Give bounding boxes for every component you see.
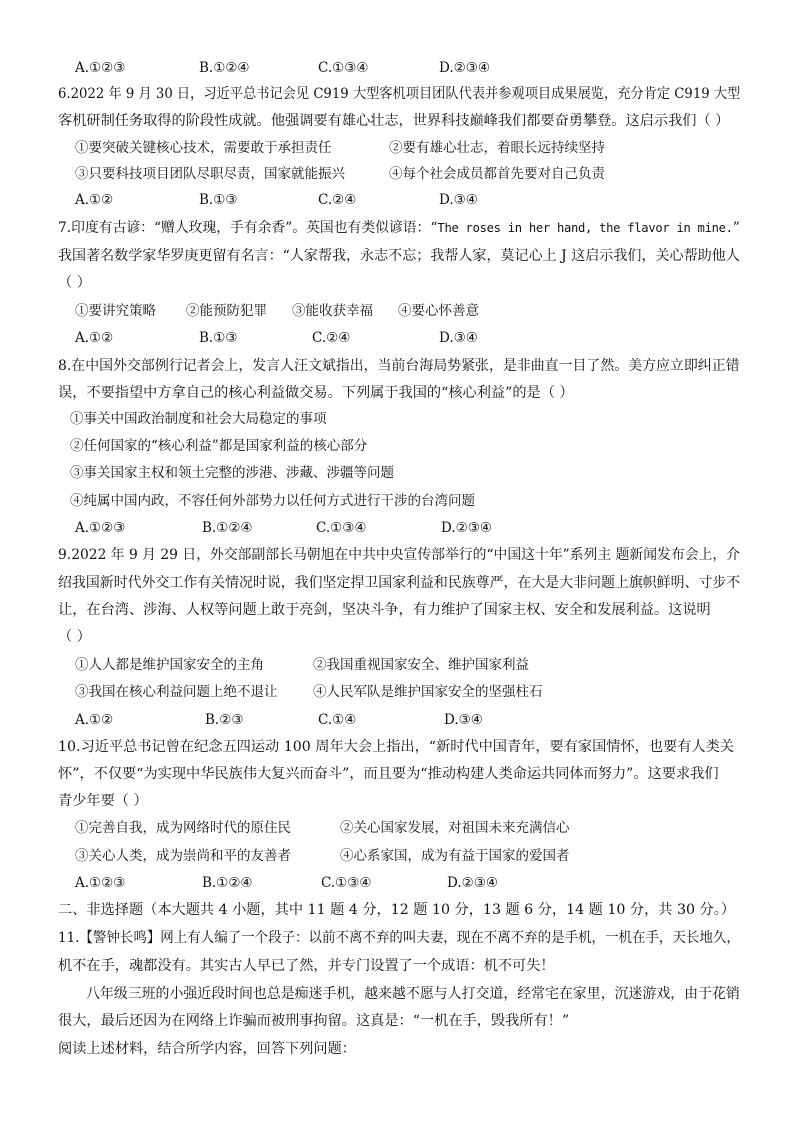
q5-choice-d: D.②③④ [439, 60, 490, 76]
q6-stem-line2: 客机研制任务取得的阶段性成就。他强调要有雄心壮志，世界科技巅峰我们都要奋勇攀登。这启示我们（ ） [58, 113, 730, 129]
q6-stem-line1: 6.2022 年 9 月 30 日，习近平总书记会见 C919 大型客机项目团队代表并参观项目成果展览，充分肯定 C919 大型 [58, 86, 741, 102]
q7-statement-4: ④要心怀善意 [398, 303, 479, 319]
q9-choice-d: D.③④ [444, 712, 483, 728]
q11-stem-line5: 阅读上述材料，结合所学内容，回答下列问题： [58, 1041, 356, 1057]
q6-statement-3: ③只要科技项目团队尽职尽责，国家就能振兴 [75, 166, 345, 182]
q8-choice-d: D.②③④ [441, 520, 492, 536]
q8-statement-3: ③事关国家主权和领土完整的涉港、涉藏、涉疆等问题 [70, 465, 394, 481]
q8-statement-2: ②任何国家的“核心利益”都是国家利益的核心部分 [70, 438, 368, 454]
q5-choice-c: C.①③④ [318, 60, 369, 76]
q7-choice-b: B.①③ [199, 330, 238, 346]
q10-stem-line1: 10.习近平总书记曾在纪念五四运动 100 周年大会上指出，“新时代中国青年，要有家国情怀，也要有人类关 [58, 739, 734, 755]
q7-stem-line1-close: ” [732, 220, 740, 236]
q7-stem-line3: （ ） [58, 275, 91, 291]
q7-choice-c: C.②④ [312, 330, 351, 346]
q7-statement-3: ③能收获幸福 [292, 303, 373, 319]
section-heading: 二、非选择题（本大题共 4 小题，其中 11 题 4 分，12 题 10 分，13 题 6 分，14 题 10 分，共 30 分。） [58, 902, 736, 918]
q8-statement-1: ①事关中国政治制度和社会大局稳定的事项 [70, 411, 327, 427]
q10-choice-a: A.①②③ [75, 875, 126, 891]
q10-statement-3: ③关心人类，成为崇尚和平的友善者 [75, 848, 291, 864]
q9-stem-line3: 让，在台湾、涉海、人权等问题上敢于亮剑，坚决斗争，有力维护了国家主权、安全和发展利益。这说明 [58, 602, 711, 618]
q6-choice-b: B.①③ [199, 192, 238, 208]
q8-stem-line1: 8.在中国外交部例行记者会上，发言人汪文斌指出，当前台海局势紧张，是非曲直一目了然。美方应立即纠正错 [58, 358, 740, 374]
q6-statement-2: ②要有雄心壮志，着眼长远持续坚持 [389, 140, 605, 156]
q9-stem-line2: 绍我国新时代外交工作有关情况时说，我们坚定捍卫国家利益和民族尊严，在大是大非问题上旗帜鲜明、寸步不 [58, 575, 741, 591]
q11-stem-line2: 机不在手，魂都没有。其实古人早已了然，并专门设置了一个成语：机不可失！ [58, 958, 555, 974]
q9-statement-1: ①人人都是维护国家安全的主角 [75, 657, 264, 673]
q6-statement-1: ①要突破关键核心技术，需要敢于承担责任 [75, 140, 332, 156]
q9-choice-a: A.①② [75, 712, 114, 728]
q7-stem-line1-cn: 7.印度有古谚：“赠人玫瑰，手有余香”。英国也有类似谚语：“ [58, 220, 438, 236]
q6-choice-c: C.②④ [318, 192, 357, 208]
q5-choice-b: B.①②④ [199, 60, 250, 76]
q7-statement-1: ①要讲究策略 [75, 303, 156, 319]
q10-stem-line3: 青少年要（ ） [58, 793, 148, 809]
q9-stem-line4: （ ） [58, 629, 91, 645]
q9-statement-3: ③我国在核心利益问题上绝不退让 [75, 684, 278, 700]
q10-choice-d: D.②③④ [447, 875, 498, 891]
q5-choice-a: A.①②③ [75, 60, 126, 76]
q9-statement-4: ④人民军队是维护国家安全的坚强柱石 [313, 684, 543, 700]
q11-stem-line4: 很大，最后还因为在网络上诈骗而被刑事拘留。这真是：“一机在手，毁我所有！” [58, 1013, 570, 1029]
q10-statement-1: ①完善自我，成为网络时代的原住民 [75, 820, 291, 836]
q6-choice-a: A.①② [75, 192, 114, 208]
q10-stem-line2: 怀”，不仅要“为实现中华民族伟大复兴而奋斗”，而且要为“推动构建人类命运共同体而努力”。这要求我们 [58, 766, 719, 782]
q11-stem-line1: 11.【警钟长鸣】网上有人编了一个段子：以前不离不弃的叫夫妻，现在不离不弃的是手机，一机在手，天长地久， [58, 930, 740, 946]
q9-choice-b: B.②③ [205, 712, 244, 728]
q7-statement-2: ②能预防犯罪 [186, 303, 267, 319]
q7-stem-line1 [58, 218, 740, 238]
q8-choice-c: C.①③④ [316, 520, 367, 536]
q7-choice-a: A.①② [75, 330, 114, 346]
q10-statement-2: ②关心国家发展，对祖国未来充满信心 [340, 820, 570, 836]
q7-stem-line2: 我国著名数学家华罗庚更留有名言：“人家帮我，永志不忘；我帮人家，莫记心上 J 这启示我们，关心帮助他人 [58, 248, 740, 264]
q6-choice-d: D.③④ [439, 192, 478, 208]
q9-statement-2: ②我国重视国家安全、维护国家利益 [313, 657, 529, 673]
q7-choice-d: D.③④ [439, 330, 478, 346]
q6-statement-4: ④每个社会成员都首先要对自己负责 [389, 166, 605, 182]
q9-stem-line1: 9.2022 年 9 月 29 日，外交部副部长马朝旭在中共中央宣传部举行的“中国这十年”系列主 题新闻发布会上，介 [58, 547, 740, 563]
q8-choice-a: A.①②③ [75, 520, 126, 536]
q10-statement-4: ④心系家国，成为有益于国家的爱国者 [340, 848, 570, 864]
q8-choice-b: B.①②④ [202, 520, 253, 536]
q7-english-proverb: The roses in her hand, the flavor in mine. [437, 220, 733, 235]
q11-stem-line3: 八年级三班的小强近段时间也总是痴迷手机，越来越不愿与人打交道，经常宅在家里，沉迷游戏，由于花销 [86, 986, 740, 1002]
q8-stem-line2: 误，不要指望中方拿自己的核心利益做交易。下列属于我国的“核心利益”的是（ ） [58, 385, 574, 401]
q10-choice-c: C.①③④ [321, 875, 372, 891]
q10-choice-b: B.①②④ [202, 875, 253, 891]
q8-statement-4: ④纯属中国内政，不容任何外部势力以任何方式进行干涉的台湾问题 [70, 493, 475, 509]
q9-choice-c: C.①④ [318, 712, 357, 728]
